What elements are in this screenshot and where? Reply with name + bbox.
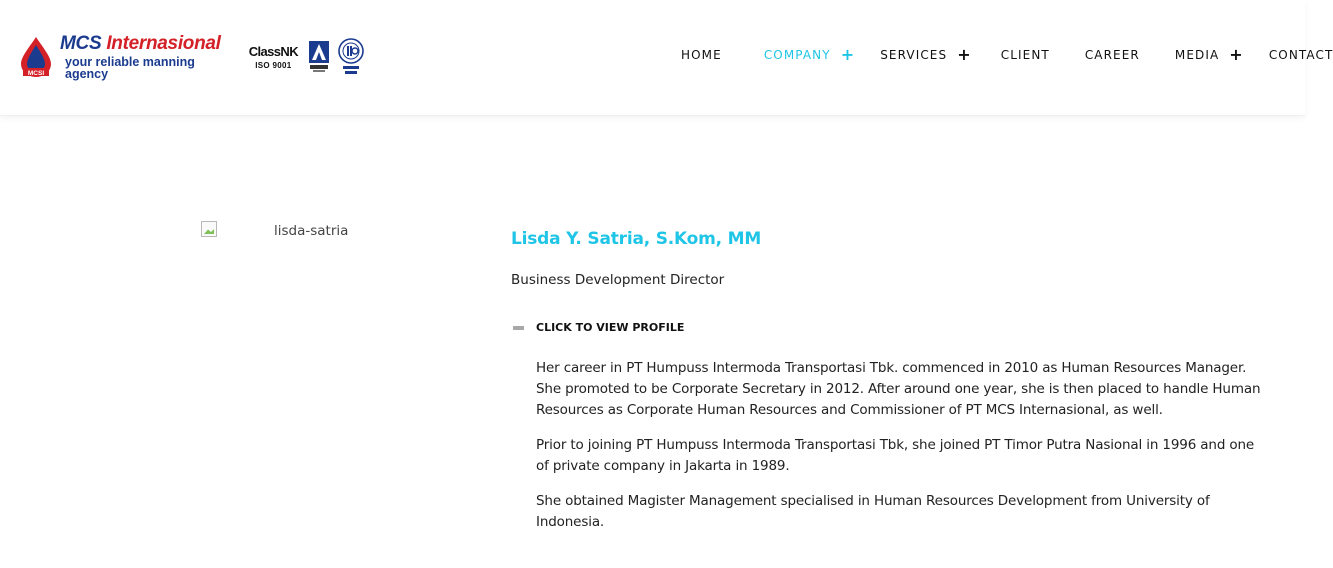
- main-nav: [681, 46, 1333, 64]
- person-name: Lisda Y. Satria, S.Kom, MM: [511, 229, 762, 249]
- logo-company-name: [60, 34, 241, 53]
- oil-drop-logo-icon: [16, 35, 56, 79]
- nav-label: MEDIA: [1174, 48, 1220, 62]
- nav-item-company[interactable]: [764, 47, 855, 63]
- profile-photo: [201, 221, 361, 241]
- iso-label: ISO 9001: [255, 61, 292, 70]
- plus-icon[interactable]: +: [957, 45, 972, 64]
- ilo-mlc-cert-icon: [336, 38, 366, 76]
- nav-item-client[interactable]: [1001, 48, 1050, 62]
- classnk-cert-badge: [249, 44, 298, 70]
- nav-item-career[interactable]: [1085, 48, 1140, 62]
- nav-label: CONTACT: [1268, 48, 1333, 62]
- broken-image-icon: [201, 221, 217, 237]
- logo-name-part2: Internasional: [106, 32, 221, 54]
- plus-icon[interactable]: +: [840, 45, 856, 64]
- jas-cert-icon: [308, 40, 330, 74]
- site-logo[interactable]: [16, 34, 366, 80]
- nav-item-contact[interactable]: [1269, 48, 1333, 62]
- minus-icon[interactable]: [513, 326, 524, 330]
- nav-item-home[interactable]: [681, 48, 722, 62]
- plus-icon[interactable]: +: [1229, 45, 1244, 64]
- profile-bio: [536, 358, 1266, 547]
- nav-label: CAREER: [1084, 48, 1140, 62]
- classnk-label: ClassNK: [248, 44, 298, 59]
- nav-label: COMPANY: [763, 48, 831, 62]
- view-profile-toggle[interactable]: [513, 321, 684, 334]
- toggle-label[interactable]: CLICK TO VIEW PROFILE: [536, 321, 685, 334]
- site-header: [0, 0, 1333, 116]
- svg-text:MCSI: MCSI: [27, 70, 45, 77]
- nav-label: CLIENT: [1000, 48, 1050, 62]
- bio-paragraph: Her career in PT Humpuss Intermoda Transportasi Tbk. commenced in 2010 as Human Resources Manager. She promoted to be Corporate Secretary in 2012. After around one year, she is then placed to handle Human Resources as Corporate Human Resources and Commissioner of PT MCS Internasional, as well.: [536, 360, 1261, 418]
- nav-label: HOME: [681, 48, 722, 62]
- logo-tagline: your reliable manning agency: [65, 54, 195, 81]
- nav-item-services[interactable]: [880, 47, 972, 63]
- nav-item-media[interactable]: [1175, 47, 1244, 63]
- bio-paragraph: Prior to joining PT Humpuss Intermoda Transportasi Tbk, she joined PT Timor Putra Nasional in 1996 and one of private company in Jakarta in 1989.: [536, 437, 1255, 474]
- nav-label: SERVICES: [880, 48, 948, 62]
- logo-text: [60, 34, 241, 81]
- bio-paragraph: She obtained Magister Management specialised in Human Resources Development from University of Indonesia.: [536, 493, 1210, 530]
- person-position: Business Development Director: [511, 272, 725, 288]
- logo-name-part1: MCS: [60, 32, 102, 54]
- photo-alt-text: lisda-satria: [274, 223, 349, 239]
